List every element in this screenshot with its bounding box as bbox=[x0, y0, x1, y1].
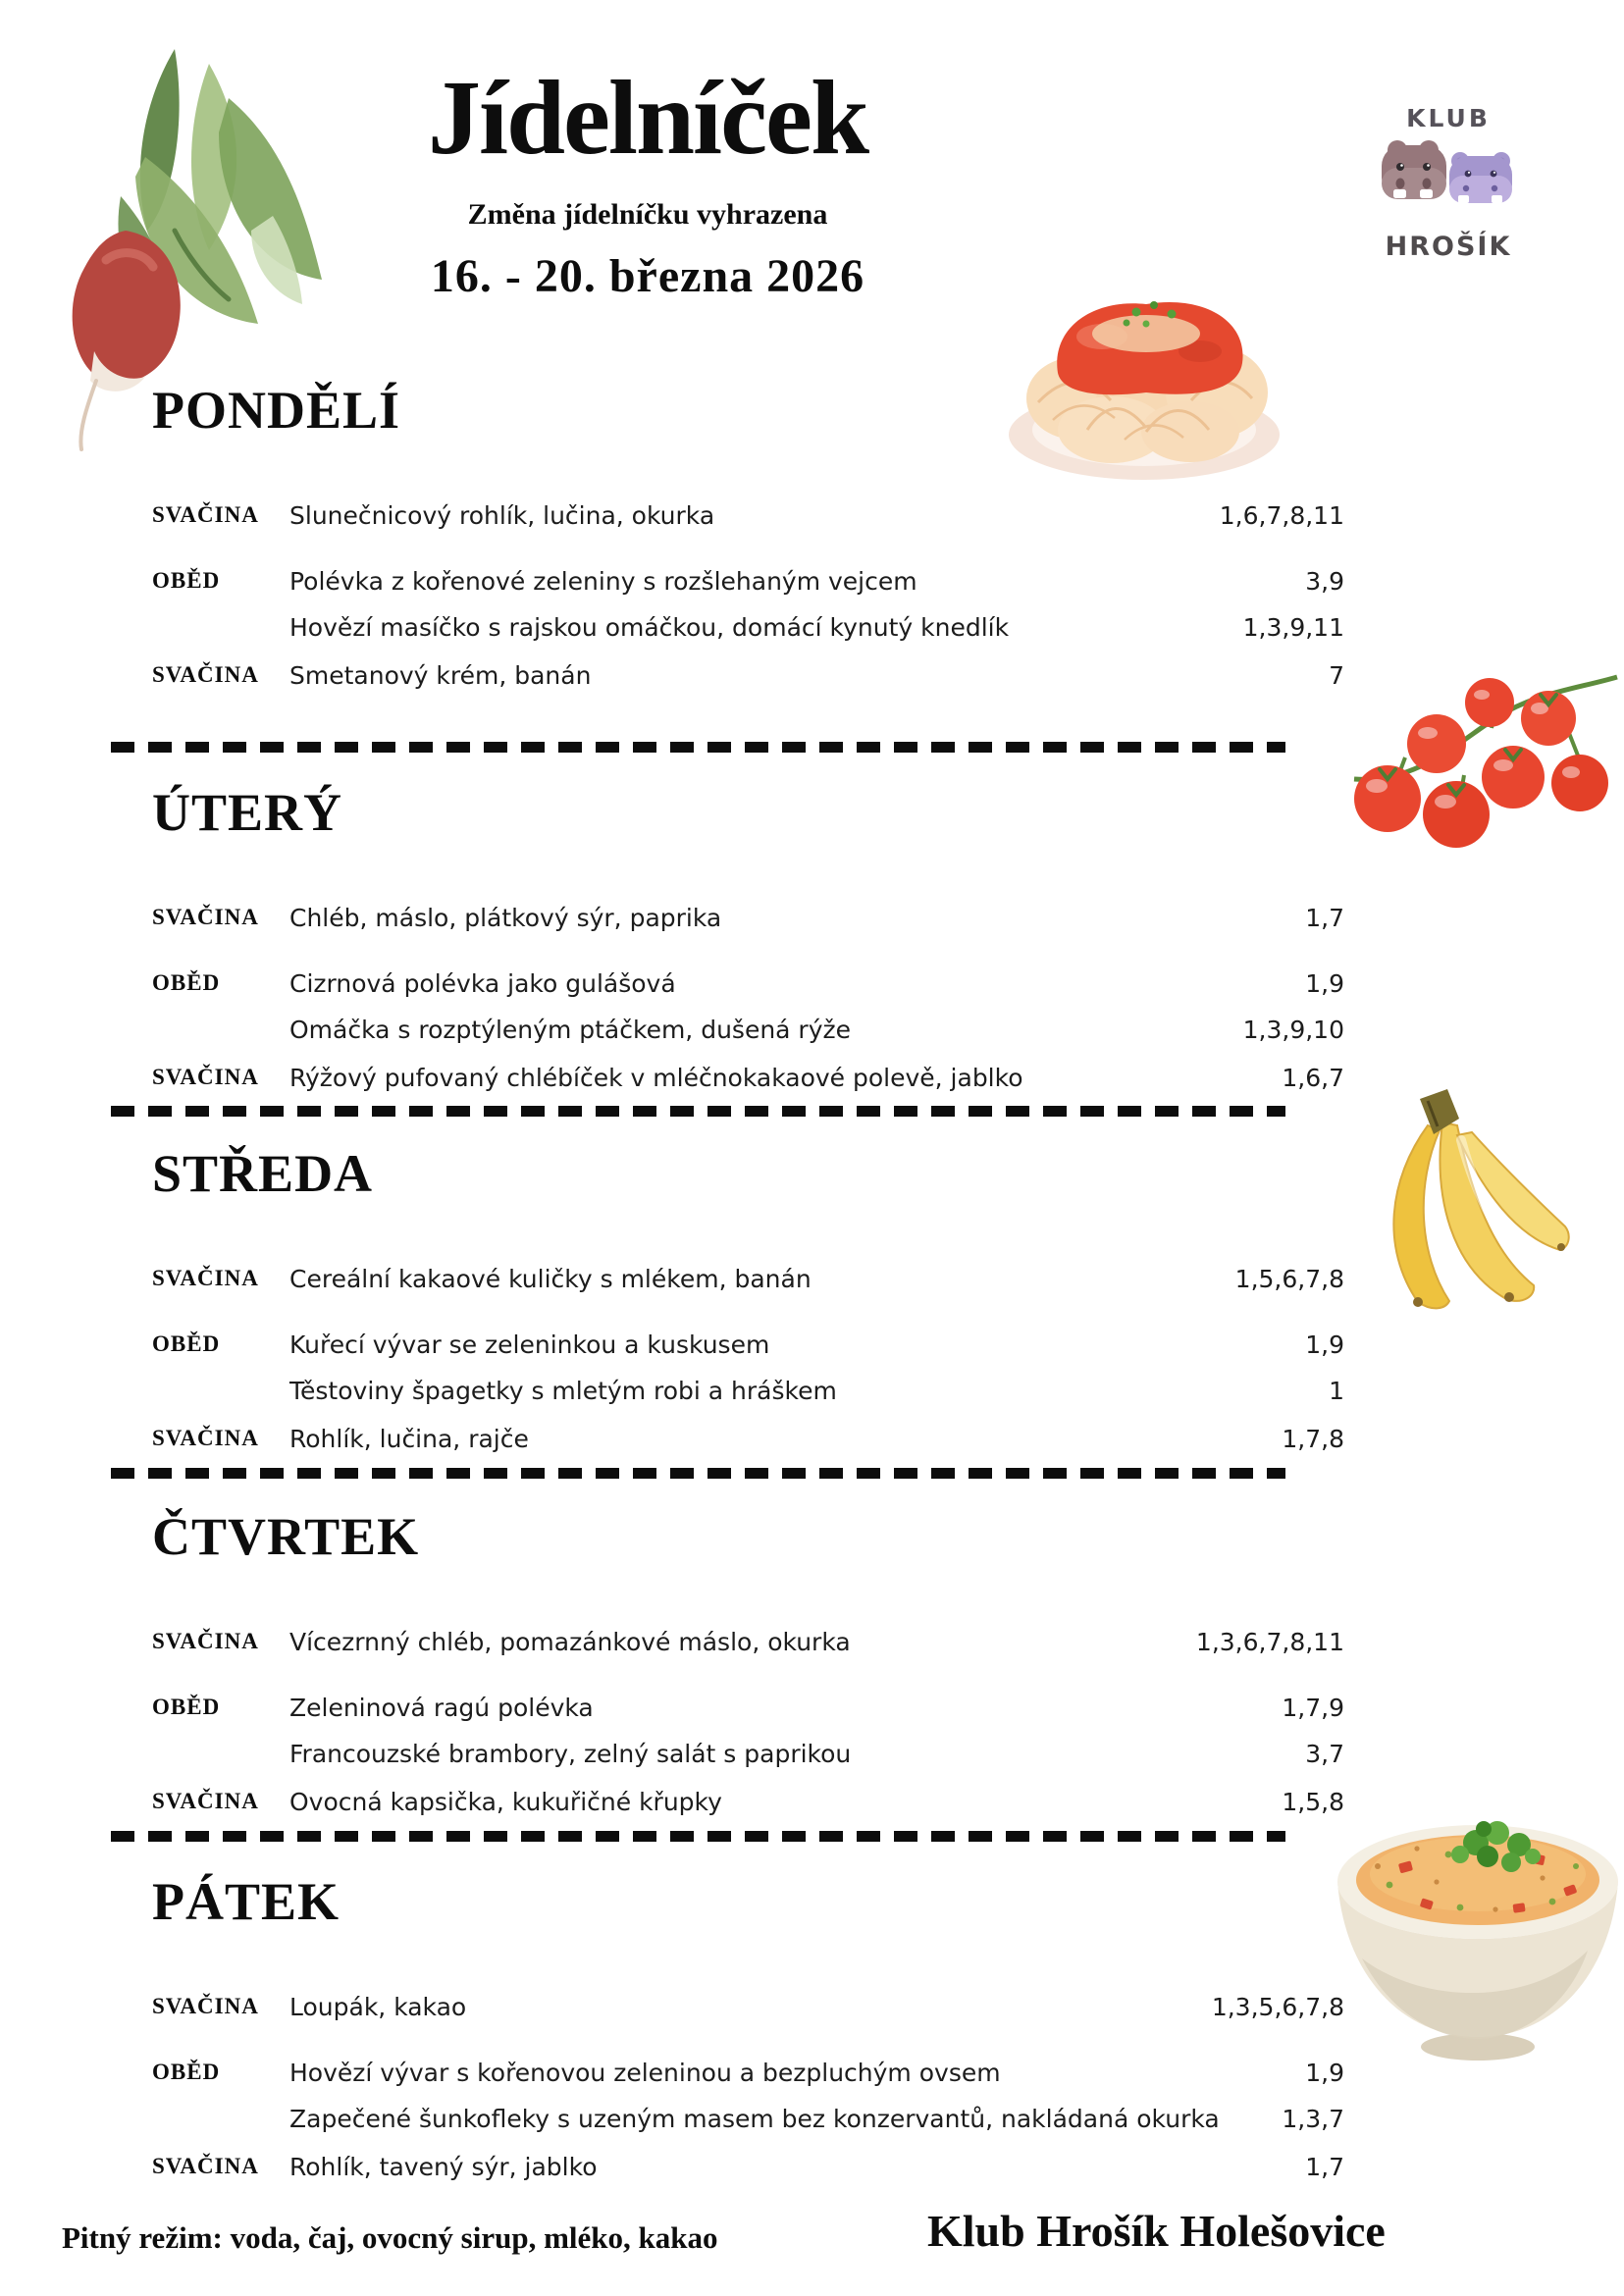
menu-row bbox=[152, 1787, 1344, 1822]
page-title: Jídelníček bbox=[427, 60, 868, 177]
allergen-codes: 1,7,9 bbox=[1282, 1694, 1344, 1722]
menu-row bbox=[152, 612, 1344, 648]
day-heading: ÚTERÝ bbox=[152, 783, 343, 842]
logo-text-hrosik: HROŠÍK bbox=[1385, 232, 1512, 262]
hippo-heads-icon bbox=[1380, 137, 1517, 232]
page-subtitle: Změna jídelníčku vyhrazena bbox=[467, 198, 828, 231]
day-heading: PONDĚLÍ bbox=[152, 381, 401, 440]
dashed-separator bbox=[111, 1106, 1285, 1117]
menu-row bbox=[152, 1627, 1344, 1662]
allergen-codes: 1,3,9,10 bbox=[1242, 1016, 1344, 1044]
meal-text: Cizrnová polévka jako gulášová bbox=[289, 969, 676, 998]
allergen-codes: 1,6,7,8,11 bbox=[1219, 501, 1344, 530]
menu-row bbox=[152, 1015, 1344, 1050]
dashed-separator bbox=[111, 1831, 1285, 1842]
day-heading: STŘEDA bbox=[152, 1144, 374, 1203]
menu-row bbox=[152, 1330, 1344, 1365]
allergen-codes: 1 bbox=[1329, 1377, 1344, 1405]
drinks-note: Pitný režim: voda, čaj, ovocný sirup, mléko, kakao bbox=[62, 2220, 718, 2255]
allergen-codes: 1,6,7 bbox=[1282, 1064, 1344, 1092]
menu-row bbox=[152, 1424, 1344, 1459]
meal-label: SVAČINA bbox=[152, 1266, 259, 1290]
day-heading: ČTVRTEK bbox=[152, 1507, 420, 1566]
meal-label: OBĚD bbox=[152, 568, 221, 593]
menu-row bbox=[152, 1992, 1344, 2027]
allergen-codes: 1,7 bbox=[1305, 2153, 1344, 2181]
meal-label: OBĚD bbox=[152, 2060, 221, 2084]
meal-text: Chléb, máslo, plátkový sýr, paprika bbox=[289, 904, 722, 932]
meal-label: SVAČINA bbox=[152, 1994, 259, 2018]
meal-label: OBĚD bbox=[152, 970, 221, 995]
day-section-wednesday bbox=[152, 1146, 1344, 1511]
meal-text: Smetanový krém, banán bbox=[289, 661, 592, 690]
allergen-codes: 1,9 bbox=[1305, 969, 1344, 998]
meal-text: Zeleninová ragú polévka bbox=[289, 1694, 594, 1722]
meal-text: Ovocná kapsička, kukuřičné křupky bbox=[289, 1788, 722, 1816]
meal-text: Rohlík, tavený sýr, jablko bbox=[289, 2153, 598, 2181]
day-section-monday bbox=[152, 383, 1344, 748]
logo-text-klub: KLUB bbox=[1406, 104, 1491, 132]
hippo-logo bbox=[1372, 104, 1525, 262]
menu-row bbox=[152, 968, 1344, 1004]
day-section-tuesday bbox=[152, 785, 1344, 1150]
club-name: Klub Hrošík Holešovice bbox=[927, 2206, 1386, 2256]
tomatoes-illustration bbox=[1346, 659, 1624, 865]
allergen-codes: 1,5,8 bbox=[1282, 1788, 1344, 1816]
meal-text: Těstoviny špagetky s mletým robi a hráškem bbox=[289, 1377, 837, 1405]
allergen-codes: 1,9 bbox=[1305, 1331, 1344, 1359]
meal-text: Slunečnicový rohlík, lučina, okurka bbox=[289, 501, 715, 530]
allergen-codes: 7 bbox=[1329, 661, 1344, 690]
allergen-codes: 1,5,6,7,8 bbox=[1234, 1265, 1344, 1293]
allergen-codes: 1,7 bbox=[1305, 904, 1344, 932]
meal-text: Cereální kakaové kuličky s mlékem, banán bbox=[289, 1265, 812, 1293]
meal-label: SVAČINA bbox=[152, 1629, 259, 1653]
meal-text: Rýžový pufovaný chlébíček v mléčnokakaové polevě, jablko bbox=[289, 1064, 1023, 1092]
hippo-right bbox=[1449, 152, 1512, 203]
menu-row bbox=[152, 660, 1344, 696]
menu-row bbox=[152, 903, 1344, 938]
menu-row bbox=[152, 2058, 1344, 2093]
menu-row bbox=[152, 2104, 1344, 2139]
meal-label: SVAČINA bbox=[152, 905, 259, 929]
day-section-thursday bbox=[152, 1509, 1344, 1874]
date-range: 16. - 20. března 2026 bbox=[430, 250, 865, 302]
hippo-left bbox=[1382, 140, 1446, 199]
allergen-codes: 1,3,9,11 bbox=[1242, 613, 1344, 642]
meal-text: Francouzské brambory, zelný salát s paprikou bbox=[289, 1740, 852, 1768]
meal-text: Polévka z kořenové zeleniny s rozšlehaným vejcem bbox=[289, 567, 917, 596]
allergen-codes: 1,3,7 bbox=[1282, 2105, 1344, 2133]
allergen-codes: 1,7,8 bbox=[1282, 1425, 1344, 1453]
bananas-illustration bbox=[1359, 1081, 1573, 1327]
meal-label: SVAČINA bbox=[152, 1789, 259, 1813]
menu-row bbox=[152, 2152, 1344, 2187]
allergen-codes: 3,7 bbox=[1305, 1740, 1344, 1768]
menu-row bbox=[152, 566, 1344, 601]
day-heading: PÁTEK bbox=[152, 1872, 341, 1931]
meal-label: SVAČINA bbox=[152, 2154, 259, 2178]
meal-text: Vícezrnný chléb, pomazánkové máslo, okurka bbox=[289, 1628, 851, 1656]
dashed-separator bbox=[111, 1468, 1285, 1479]
meal-label: OBĚD bbox=[152, 1331, 221, 1356]
meal-text: Kuřecí vývar se zeleninkou a kuskusem bbox=[289, 1331, 770, 1359]
meal-text: Zapečené šunkofleky s uzeným masem bez konzervantů, nakládaná okurka bbox=[289, 2105, 1220, 2133]
meal-label: SVAČINA bbox=[152, 1426, 259, 1450]
menu-row bbox=[152, 1739, 1344, 1774]
menu-row bbox=[152, 1693, 1344, 1728]
soup-bowl-illustration bbox=[1331, 1792, 1624, 2076]
menu-row bbox=[152, 1264, 1344, 1299]
meal-label: SVAČINA bbox=[152, 502, 259, 527]
meal-text: Omáčka s rozptýleným ptáčkem, dušená rýže bbox=[289, 1016, 852, 1044]
menu-row bbox=[152, 1063, 1344, 1098]
allergen-codes: 1,3,5,6,7,8 bbox=[1211, 1993, 1344, 2021]
day-section-friday bbox=[152, 1874, 1344, 2239]
allergen-codes: 1,3,6,7,8,11 bbox=[1195, 1628, 1344, 1656]
meal-text: Loupák, kakao bbox=[289, 1993, 467, 2021]
allergen-codes: 1,9 bbox=[1305, 2059, 1344, 2087]
menu-row bbox=[152, 500, 1344, 536]
tomato-sauce bbox=[1057, 301, 1242, 394]
tomato-cluster bbox=[1354, 678, 1608, 848]
meal-text: Hovězí masíčko s rajskou omáčkou, domácí kynutý knedlík bbox=[289, 613, 1010, 642]
meal-label: SVAČINA bbox=[152, 1065, 259, 1089]
menu-row bbox=[152, 1376, 1344, 1411]
allergen-codes: 3,9 bbox=[1305, 567, 1344, 596]
meal-text: Hovězí vývar s kořenovou zeleninou a bezpluchým ovsem bbox=[289, 2059, 1001, 2087]
dashed-separator bbox=[111, 742, 1285, 753]
meal-label: OBĚD bbox=[152, 1695, 221, 1719]
meal-label: SVAČINA bbox=[152, 662, 259, 687]
meal-text: Rohlík, lučina, rajče bbox=[289, 1425, 529, 1453]
